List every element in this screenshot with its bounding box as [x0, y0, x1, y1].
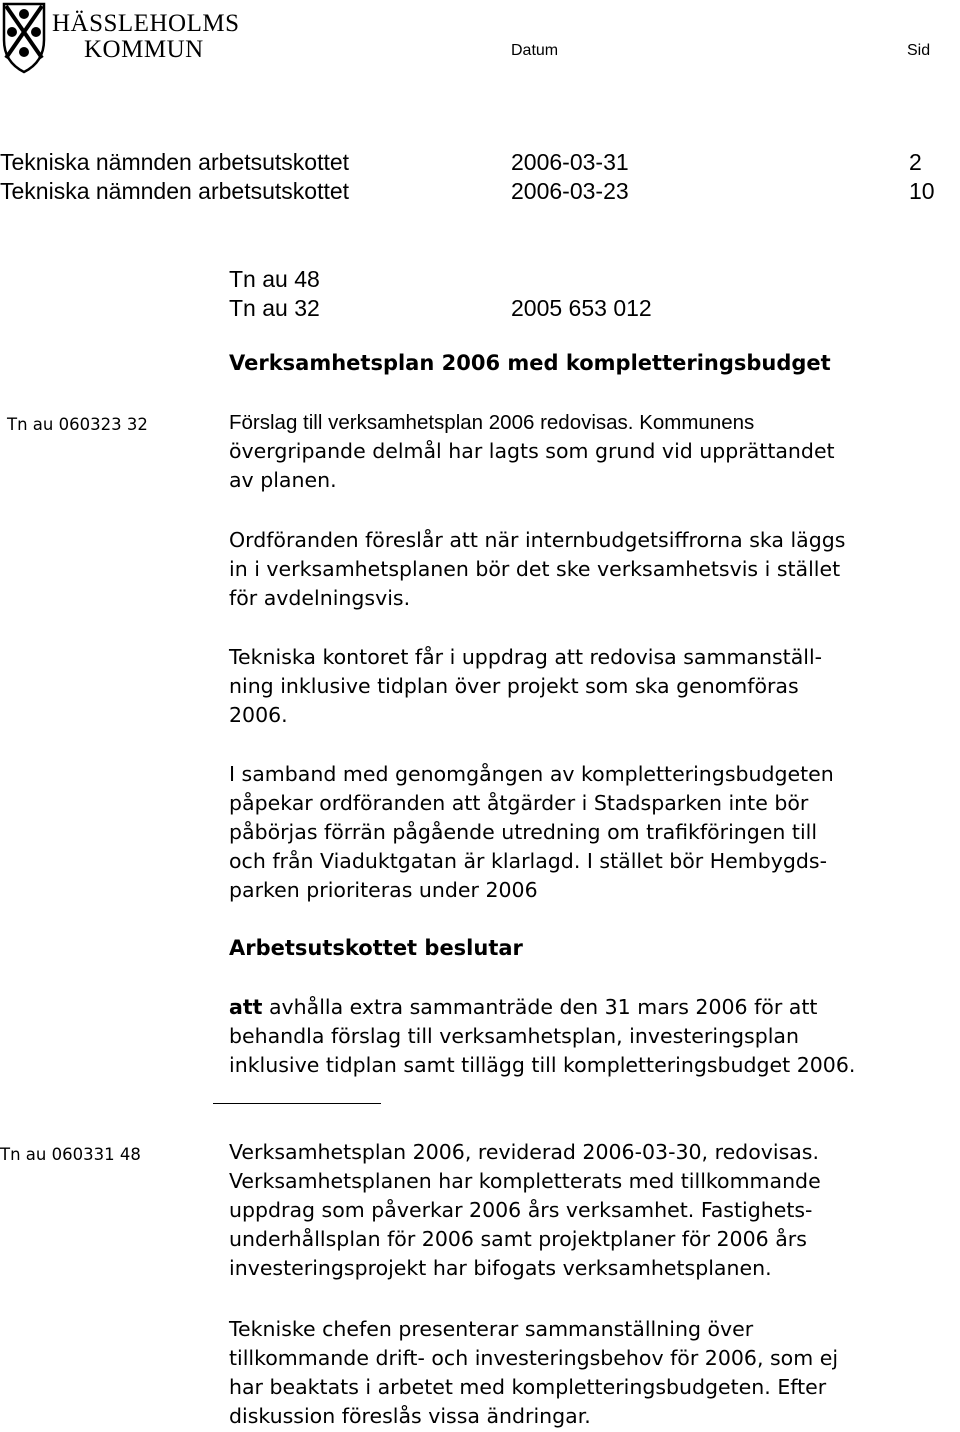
- section1-paragraph-3: [229, 643, 960, 730]
- text-line: tillkommande drift- och investeringsbehov för 2006, som ej: [229, 1346, 839, 1370]
- text-line: övergripande delmål har lagts som grund vid upprättandet: [229, 439, 835, 463]
- text-line-rest: avhålla extra sammanträde den 31 mars 2006 för att: [262, 995, 818, 1019]
- text-line: [229, 993, 960, 1022]
- text-line: underhållsplan för 2006 samt projektplaner för 2006 års: [229, 1227, 807, 1251]
- text-line: har beaktats i arbetet med kompletteringsbudgeten. Efter: [229, 1375, 827, 1399]
- text-line: diskussion föreslås vissa ändringar.: [229, 1404, 591, 1428]
- text-line: Verksamhetsplan 2006, reviderad 2006-03-30, redovisas.: [229, 1140, 820, 1164]
- ref-2: Tn au 32: [229, 295, 320, 321]
- page-title: Verksamhetsplan 2006 med kompletteringsbudget: [229, 351, 831, 375]
- section-divider: [213, 1103, 381, 1104]
- att-keyword: att: [229, 995, 263, 1019]
- section1-intro: [229, 408, 960, 495]
- meeting-body-2: Tekniska nämnden arbetsutskottet: [0, 178, 350, 204]
- text-line: behandla förslag till verksamhetsplan, investeringsplan: [229, 1024, 799, 1048]
- meeting-body-1: Tekniska nämnden arbetsutskottet: [0, 149, 350, 175]
- text-line: 2006.: [229, 703, 288, 727]
- text-line: påbörjas förrän pågående utredning om trafikföringen till: [229, 820, 818, 844]
- text-line: Ordföranden föreslår att när internbudgetsiffrorna ska läggs: [229, 528, 846, 552]
- text-line: Verksamhetsplanen har kompletterats med tillkommande: [229, 1169, 821, 1193]
- diary-number: 2005 653 012: [511, 295, 652, 321]
- margin-ref-1: Tn au 060323 32: [7, 415, 148, 434]
- text-line: Förslag till verksamhetsplan 2006 redovisas. Kommunens: [229, 411, 755, 434]
- text-line: och från Viaduktgatan är klarlagd. I stället bör Hembygds-: [229, 849, 827, 873]
- text-line: av planen.: [229, 468, 337, 492]
- meeting-date-2: 2006-03-23: [511, 178, 629, 204]
- text-line: Tekniske chefen presenterar sammanställning över: [229, 1317, 754, 1341]
- text-line: Tekniska kontoret får i uppdrag att redovisa sammanställ-: [229, 645, 823, 669]
- decision-heading: Arbetsutskottet beslutar: [229, 936, 523, 960]
- section1-paragraph-4: [229, 760, 960, 905]
- text-line: för avdelningsvis.: [229, 586, 411, 610]
- section2-paragraph-1: [229, 1138, 960, 1283]
- margin-ref-2: Tn au 060331 48: [0, 1145, 141, 1164]
- meeting-page-1: 2: [909, 149, 922, 175]
- meeting-page-2: 10: [909, 178, 935, 204]
- text-line: uppdrag som påverkar 2006 års verksamhet. Fastighets-: [229, 1198, 813, 1222]
- datum-label: Datum: [511, 42, 559, 59]
- text-line: I samband med genomgången av kompletteringsbudgeten: [229, 762, 834, 786]
- org-name-line1: HÄSSLEHOLMS: [52, 10, 240, 37]
- org-name-line2: KOMMUN: [84, 36, 204, 63]
- ref-1: Tn au 48: [229, 266, 320, 292]
- text-line: in i verksamhetsplanen bör det ske verksamhetsvis i stället: [229, 557, 841, 581]
- text-line: inklusive tidplan samt tillägg till kompletteringsbudget 2006.: [229, 1053, 856, 1077]
- text-line: parken prioriteras under 2006: [229, 878, 538, 902]
- decision-text: [229, 993, 960, 1080]
- text-line: investeringsprojekt har bifogats verksamhetsplanen.: [229, 1256, 772, 1280]
- sid-label: Sid: [907, 42, 931, 59]
- text-line: ning inklusive tidplan över projekt som ska genomföras: [229, 674, 799, 698]
- section1-paragraph-2: [229, 526, 960, 613]
- meeting-date-1: 2006-03-31: [511, 149, 629, 175]
- section2-paragraph-2: [229, 1315, 960, 1431]
- text-line: påpekar ordföranden att åtgärder i Stadsparken inte bör: [229, 791, 809, 815]
